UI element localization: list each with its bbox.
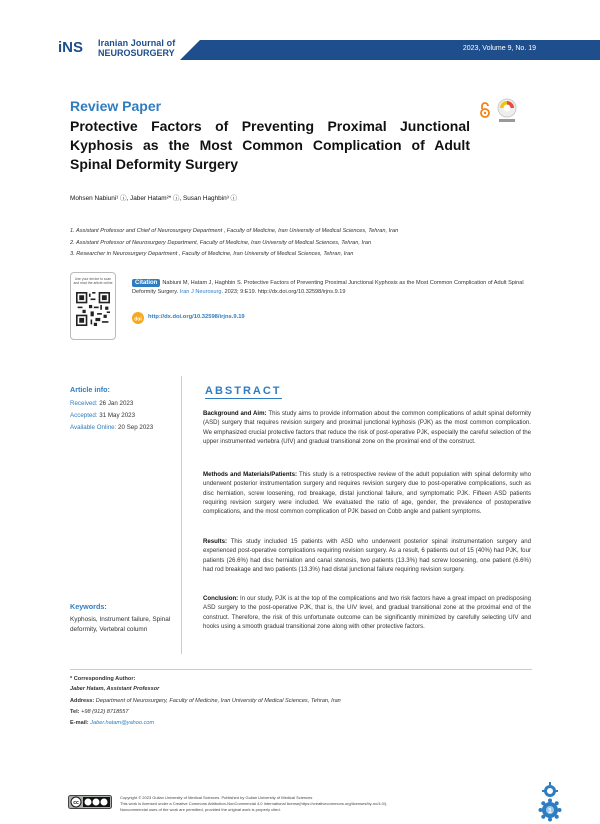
keywords-text: Kyphosis, Instrument failure, Spinal deformity, Vertebral column: [70, 616, 171, 633]
corresponding-address: [70, 698, 341, 704]
email-link[interactable]: Jaber.hatam@yahoo.com: [88, 720, 155, 726]
citation-body: Nabiuni M, Hatam J, Haghbin S. Protective Factors of Preventing Proximal Junctional Kyphosis as the Most Common Complication of Adult Spinal Deformity Surgery.: [132, 280, 524, 295]
tel-text: +98 (912) 8718557: [79, 709, 129, 715]
license-line3: Noncommercial uses of the work are permitted, provided the original work is properly cited.: [120, 807, 281, 812]
affiliation-1: 1. Assistant Professor and Chief of Neurosurgery Department , Faculty of Medicine, Iran University of Medical Sciences, Tehran, Iran: [70, 228, 399, 234]
gear-icon: [539, 780, 561, 798]
email-label: E-mail:: [70, 720, 89, 726]
abstract-methods: [203, 470, 531, 516]
qr-caption: Use your device to scan and read the article online: [73, 277, 113, 285]
methods-text: This study is a retrospective review of the adult population with spinal deformity who underwent posterior instrumentation surgery and requires revision surgery due to post-operative complications, such as disc herniation, screw loosening, rod breakage, distal junctional failure, and symptomatic PJK. Fifteen ASD patients requiring revision surgery were included. We evaluated the ratio of age, gender, the prevalence of postoperative complications, and the most common complication of PJK based on Cobb angle and patient symptoms.: [203, 471, 531, 516]
tel-label: Tel:: [70, 709, 80, 715]
online-label: Available Online:: [70, 424, 117, 431]
citation-rest: 2023; 9:E19. http://dx.doi.org/10.32598/irjns.9.19: [223, 289, 346, 295]
cc-license-icon[interactable]: [68, 795, 112, 809]
license-line2: This work is licensed under a Creative Commons Attribution-NonCommercial 4.0 International license(https://creativecommons.org/licenses/by-nc/4.0/).: [120, 801, 388, 806]
affiliation-3: 3. Researcher in Neurosurgery Department , Faculty of Medicine, Iran University of Medical Sciences, Tehran, Iran: [70, 251, 354, 257]
svg-text:cc: cc: [73, 800, 79, 806]
affiliation-2: 2. Assistant Professor of Neurosurgery Department, Faculty of Medicine, Iran University of Medical Sciences, Tehran, Iran: [70, 240, 372, 246]
online-line: [70, 424, 153, 431]
open-access-icon: [478, 102, 492, 118]
results-text: This study included 15 patients with ASD who underwent posterior spinal instrumentation surgery and experienced post-operative complications requiring revision surgery. As a result, 6 patients out of 15 (40%) had PJK, four patients (26.6%) had disc herniation and canal stenosis, two patients (13.3%) had screw loosening, one patient (6.6%) had rod breakage and two patients (13.3%) had distal junctional failure requiring revision surgery.: [203, 538, 531, 573]
received-line: [70, 400, 133, 407]
methods-label: Methods and Materials/Patients:: [203, 471, 297, 478]
svg-text:iNS: iNS: [58, 39, 84, 56]
received-label: Received:: [70, 400, 98, 407]
background-text: This study aims to provide information about the common complications of adult spinal deformity (ASD) surgery that requires revision surgery and proximal junctional kyphosis (PJK) as the most common complication. We emphasized crucial protective factors that reduce the risk of post-operative PJK, especially the careful selection of the upper instrumented vertebra (UIV) and gradual transitional zone on the proximal end of the construct.: [203, 410, 531, 445]
abstract-conclusion: [203, 594, 531, 631]
conclusion-text: In our study, PJK is at the top of the complications and two risk factors have a great impact on predisposing ASD surgery to the post-operative PJK, that is, the UIV level, and gradual transitional zone at the proximal end of the construct. Therefore, the risk of this unfortunate outcome can be significantly minimized by carefully selecting UIV and hooks using a smooth gradual transitional zone along with other protective factors.: [203, 595, 531, 630]
license-line1: Copyright © 2023 Guilan University of Medical Sciences. Published by Guilan University of Medical Sciences: [120, 795, 313, 800]
corresponding-heading: * Corresponding Author:: [70, 676, 136, 682]
citation-journal: Iran J Neurosurg.: [179, 289, 223, 295]
journal-name-line2: NEUROSURGERY: [98, 48, 175, 58]
abstract-background: [203, 409, 531, 446]
article-info-heading: Article info:: [70, 385, 110, 394]
accepted-line: [70, 412, 135, 419]
abstract-results: [203, 537, 531, 574]
conclusion-label: Conclusion:: [203, 595, 239, 602]
address-label: Address:: [70, 698, 95, 704]
column-divider: [181, 376, 182, 654]
crossmark-icon[interactable]: [497, 98, 517, 124]
received-date: 26 Jan 2023: [97, 400, 134, 407]
corresponding-email: [70, 720, 154, 726]
svg-text:doi: doi: [134, 316, 142, 323]
citation-text: [132, 279, 532, 297]
article-type: Review Paper: [70, 98, 162, 114]
authors: Mohsen Nabiuni¹ ⓘ, Jaber Hatam²* ⓘ, Susan Haghbin³ ⓘ: [70, 195, 237, 202]
journal-name-line1: Iranian Journal of: [98, 38, 176, 48]
doi-link[interactable]: http://dx.doi.org/10.32598/irjns.9.19: [148, 314, 245, 320]
footer-divider: [70, 669, 532, 670]
background-label: Background and Aim:: [203, 410, 267, 417]
results-label: Results:: [203, 538, 228, 545]
abstract-title: ABSTRACT: [205, 385, 282, 397]
corresponding-name: Jaber Hatam, Assistant Professor: [70, 686, 160, 692]
online-date: 20 Sep 2023: [116, 424, 154, 431]
keywords-heading: Keywords:: [70, 602, 107, 611]
article-title: Protective Factors of Preventing Proximal Junctional Kyphosis as the Most Common Complication of Adult Spinal Deformity Surgery: [70, 118, 470, 172]
accepted-label: Accepted:: [70, 412, 98, 419]
accepted-date: 31 May 2023: [97, 412, 136, 419]
address-text: Department of Neurosurgery, Faculty of Medicine, Iran University of Medical Sciences, Tehran, Iran: [94, 698, 341, 704]
qr-code-icon[interactable]: [76, 292, 110, 326]
corresponding-tel: [70, 709, 129, 715]
doi-icon: [132, 312, 144, 324]
journal-logo-icon: [57, 36, 97, 56]
journal-meta: 2023, Volume 9, No. 19: [462, 45, 536, 52]
citation-tag: Citation: [132, 279, 160, 287]
page-number: 1: [548, 808, 552, 815]
